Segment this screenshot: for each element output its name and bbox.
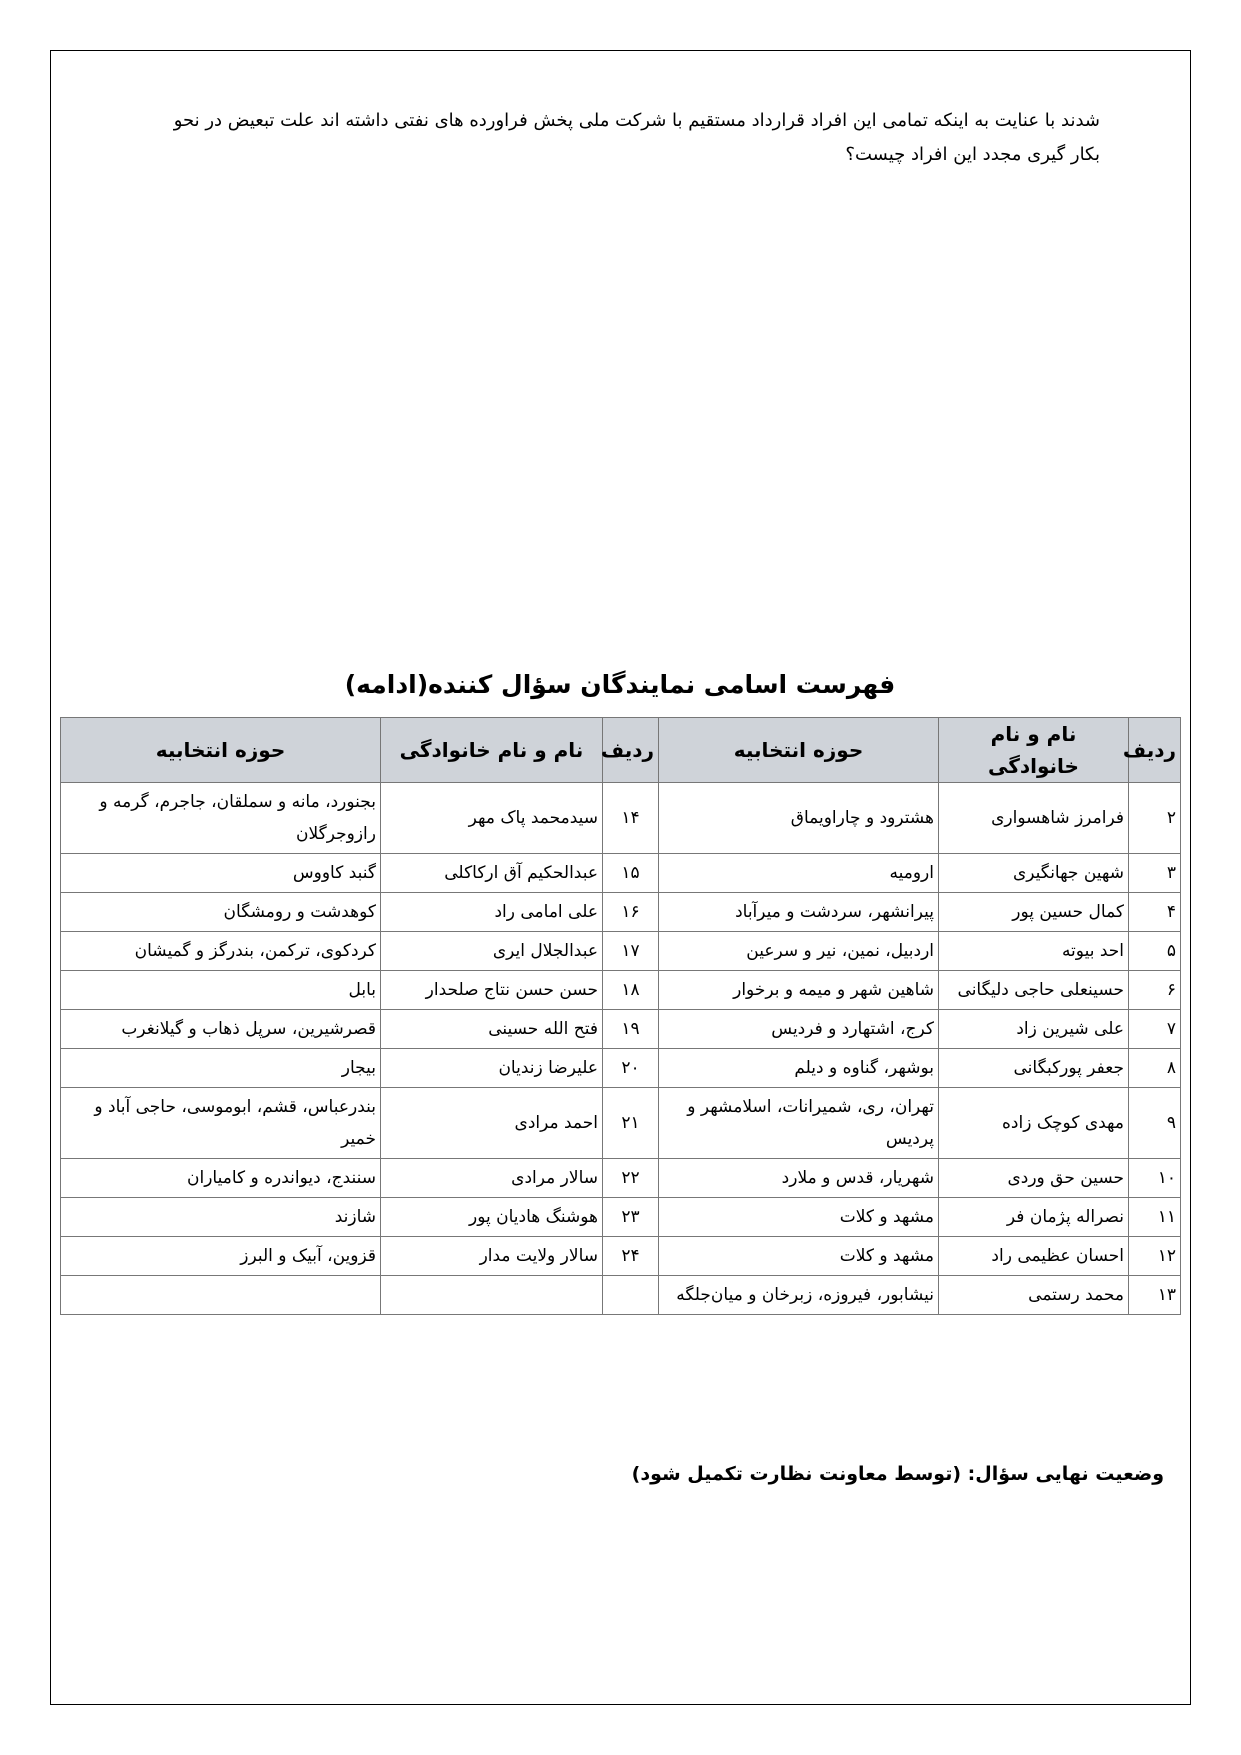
cell-district: شاهین شهر و میمه و برخوار [659, 971, 939, 1010]
cell-name: علیرضا زندیان [381, 1049, 603, 1088]
cell-district: قصرشیرین، سرپل ذهاب و گیلانغرب [61, 1010, 381, 1049]
cell-district [61, 1276, 381, 1315]
cell-district: بیجار [61, 1049, 381, 1088]
table-row [61, 1276, 1181, 1315]
cell-row-number: ۲۰ [603, 1049, 659, 1088]
header-district: حوزه انتخابیه [659, 718, 939, 783]
cell-row-number: ۱۲ [1129, 1237, 1181, 1276]
cell-name: فرامرز شاهسواری [939, 783, 1129, 854]
cell-row-number: ۱۶ [603, 893, 659, 932]
cell-district: کرج، اشتهارد و فردیس [659, 1010, 939, 1049]
cell-row-number: ۴ [1129, 893, 1181, 932]
cell-district: مشهد و کلات [659, 1237, 939, 1276]
cell-row-number: ۲۱ [603, 1088, 659, 1159]
cell-row-number [603, 1276, 659, 1315]
header-row-number: ردیف [603, 718, 659, 783]
cell-name: کمال حسین پور [939, 893, 1129, 932]
cell-name: سالار ولایت مدار [381, 1237, 603, 1276]
cell-name: علی امامی راد [381, 893, 603, 932]
cell-row-number: ۱۵ [603, 854, 659, 893]
cell-district: تهران، ری، شمیرانات، اسلامشهر و پردیس [659, 1088, 939, 1159]
cell-district: پیرانشهر، سردشت و میرآباد [659, 893, 939, 932]
cell-row-number: ۹ [1129, 1088, 1181, 1159]
cell-district: گنبد کاووس [61, 854, 381, 893]
cell-district: سنندج، دیواندره و کامیاران [61, 1159, 381, 1198]
cell-name [381, 1276, 603, 1315]
cell-row-number: ۲۲ [603, 1159, 659, 1198]
intro-paragraph [140, 104, 1100, 172]
cell-name: فتح الله حسینی [381, 1010, 603, 1049]
cell-district: کوهدشت و رومشگان [61, 893, 381, 932]
cell-district: مشهد و کلات [659, 1198, 939, 1237]
cell-district: نیشابور، فیروزه، زبرخان و میان‌جلگه [659, 1276, 939, 1315]
header-name: نام و نام خانوادگی [939, 718, 1129, 783]
cell-row-number: ۱۳ [1129, 1276, 1181, 1315]
cell-row-number: ۱۰ [1129, 1159, 1181, 1198]
representatives-table [60, 717, 1181, 1315]
table-row [61, 1010, 1181, 1049]
cell-row-number: ۳ [1129, 854, 1181, 893]
table-row [61, 1198, 1181, 1237]
cell-name: حسن حسن نتاج صلحدار [381, 971, 603, 1010]
header-district: حوزه انتخابیه [61, 718, 381, 783]
cell-row-number: ۱۹ [603, 1010, 659, 1049]
cell-name: احد بیوته [939, 932, 1129, 971]
cell-district: بندرعباس، قشم، ابوموسی، حاجی آباد و خمیر [61, 1088, 381, 1159]
cell-row-number: ۱۱ [1129, 1198, 1181, 1237]
cell-district: بوشهر، گناوه و دیلم [659, 1049, 939, 1088]
table-row [61, 1159, 1181, 1198]
table-row [61, 783, 1181, 854]
table-row [61, 893, 1181, 932]
table-row [61, 971, 1181, 1010]
intro-line-1: شدند با عنایت به اینکه تمامی این افراد قرارداد مستقیم با شرکت ملی پخش فراورده های نفتی داشته اند علت تبعیض در نحو [173, 110, 1100, 131]
cell-row-number: ۲۳ [603, 1198, 659, 1237]
header-row-number: ردیف [1129, 718, 1181, 783]
intro-line-2: بکار گیری مجدد این افراد چیست؟ [845, 144, 1100, 165]
table-row [61, 1088, 1181, 1159]
cell-district: بجنورد، مانه و سملقان، جاجرم، گرمه و رازوجرگلان [61, 783, 381, 854]
cell-row-number: ۸ [1129, 1049, 1181, 1088]
cell-row-number: ۲۴ [603, 1237, 659, 1276]
cell-row-number: ۵ [1129, 932, 1181, 971]
cell-row-number: ۱۷ [603, 932, 659, 971]
cell-district: قزوین، آبیک و البرز [61, 1237, 381, 1276]
cell-name: سیدمحمد پاک مهر [381, 783, 603, 854]
cell-name: سالار مرادی [381, 1159, 603, 1198]
cell-name: احمد مرادی [381, 1088, 603, 1159]
cell-name: شهین جهانگیری [939, 854, 1129, 893]
cell-name: عبدالحکیم آق ارکاکلی [381, 854, 603, 893]
cell-row-number: ۷ [1129, 1010, 1181, 1049]
cell-name: جعفر پورکبگانی [939, 1049, 1129, 1088]
cell-row-number: ۲ [1129, 783, 1181, 854]
cell-district: کردکوی، ترکمن، بندرگز و گمیشان [61, 932, 381, 971]
cell-district: شهریار، قدس و ملارد [659, 1159, 939, 1198]
cell-name: هوشنگ هادیان پور [381, 1198, 603, 1237]
cell-district: شازند [61, 1198, 381, 1237]
cell-row-number: ۱۸ [603, 971, 659, 1010]
cell-name: نصراله پژمان فر [939, 1198, 1129, 1237]
cell-name: حسین حق وردی [939, 1159, 1129, 1198]
header-name: نام و نام خانوادگی [381, 718, 603, 783]
table-header-row [61, 718, 1181, 783]
cell-name: احسان عظیمی راد [939, 1237, 1129, 1276]
table-row [61, 854, 1181, 893]
table-row [61, 1237, 1181, 1276]
cell-name: حسینعلی حاجی دلیگانی [939, 971, 1129, 1010]
cell-name: مهدی کوچک زاده [939, 1088, 1129, 1159]
cell-district: اردبیل، نمین، نیر و سرعین [659, 932, 939, 971]
cell-name: محمد رستمی [939, 1276, 1129, 1315]
table-row [61, 1049, 1181, 1088]
cell-district: بابل [61, 971, 381, 1010]
table-title: فهرست اسامی نمایندگان سؤال کننده(ادامه) [344, 670, 896, 699]
cell-district: ارومیه [659, 854, 939, 893]
final-status-label: وضعیت نهایی سؤال: (توسط معاونت نظارت تکمیل شود) [631, 1463, 1164, 1485]
cell-name: علی شیرین زاد [939, 1010, 1129, 1049]
table-row [61, 932, 1181, 971]
cell-name: عبدالجلال ایری [381, 932, 603, 971]
cell-district: هشترود و چاراویماق [659, 783, 939, 854]
cell-row-number: ۱۴ [603, 783, 659, 854]
cell-row-number: ۶ [1129, 971, 1181, 1010]
